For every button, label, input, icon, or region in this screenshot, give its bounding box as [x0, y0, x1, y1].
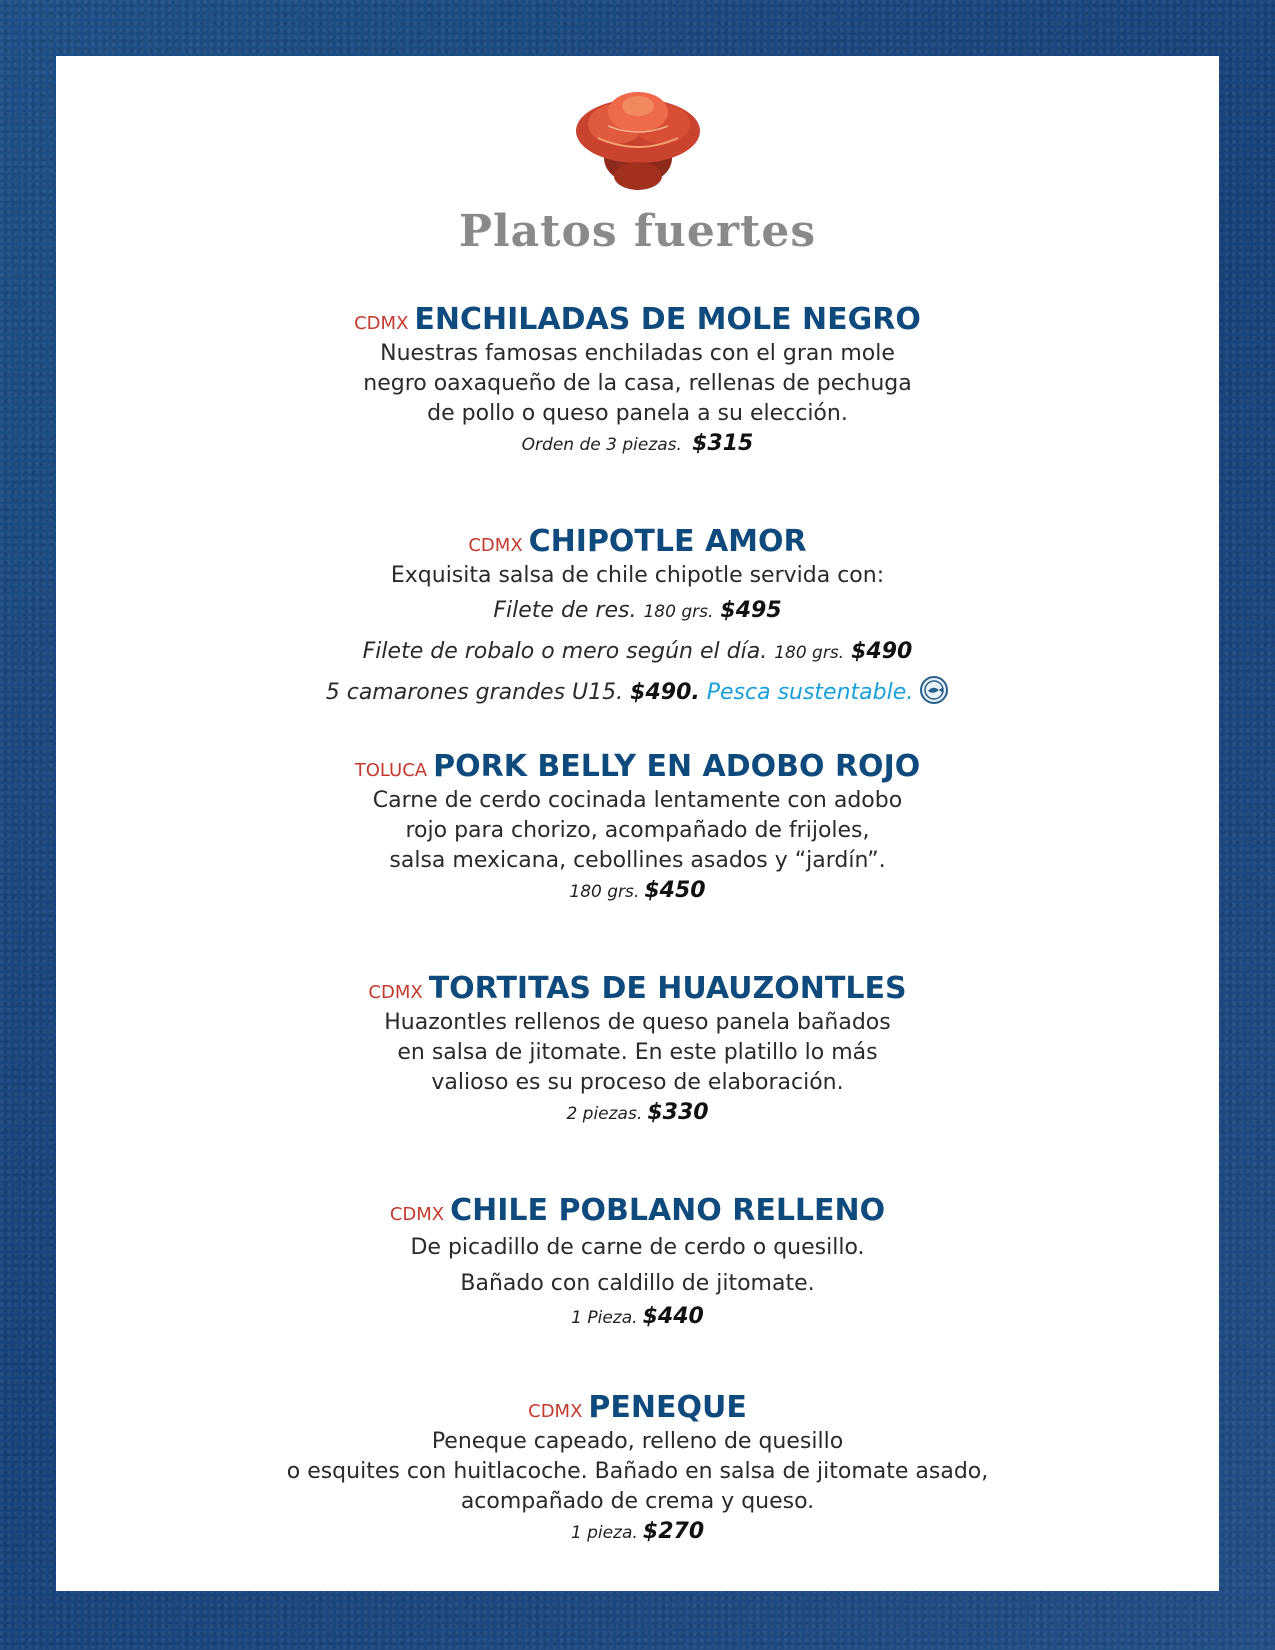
dish-description-line: o esquites con huitlacoche. Bañado en salsa de jitomate asado, — [286, 1459, 989, 1484]
dish-heading — [56, 748, 1219, 786]
dish-name: CHIPOTLE AMOR — [528, 524, 807, 559]
variant-label: Filete de robalo o mero según el día. — [362, 639, 768, 664]
dish-description-line: De picadillo de carne de cerdo o quesillo. — [410, 1235, 865, 1260]
variant-price: $490. — [630, 680, 700, 705]
dish-price-line — [56, 1517, 1219, 1548]
dish-variant — [56, 673, 1219, 712]
dish-price-line — [56, 429, 1219, 460]
dish-name: PORK BELLY EN ADOBO ROJO — [433, 749, 921, 784]
dish-description-line: acompañado de crema y queso. — [460, 1489, 815, 1514]
flower-logo-icon — [568, 76, 708, 196]
dish-heading — [56, 301, 1219, 339]
dish-origin: TOLUCA — [354, 760, 428, 781]
dish-origin: CDMX — [354, 313, 409, 334]
dish-name: TORTITAS DE HUAUZONTLES — [428, 971, 907, 1006]
dish-description-line: de pollo o queso panela a su elección. — [427, 401, 848, 426]
dish-portion: 2 piezas. — [566, 1104, 643, 1124]
page-title: Platos fuertes — [458, 206, 817, 257]
dish-price: $270 — [642, 1519, 705, 1544]
dish-price-line — [56, 1302, 1219, 1333]
dish-description-line: Exquisita salsa de chile chipotle servida con: — [390, 563, 885, 588]
dish-description-line: Carne de cerdo cocinada lentamente con adobo — [372, 788, 903, 813]
dish-origin: CDMX — [468, 535, 523, 556]
variant-price: $490 — [851, 639, 913, 664]
dish-portion: 1 pieza. — [570, 1523, 638, 1543]
dish-variant — [56, 632, 1219, 673]
dish-description-line: Bañado con caldillo de jitomate. — [460, 1271, 815, 1296]
dish-chile-poblano — [56, 1192, 1219, 1333]
variant-label: 5 camarones grandes U15. — [325, 680, 624, 705]
dish-portion: Orden de 3 piezas. — [521, 435, 682, 455]
dish-chipotle-amor — [56, 523, 1219, 712]
dish-heading — [56, 1389, 1219, 1427]
dish-description-line: en salsa de jitomate. En este platillo lo más — [397, 1040, 878, 1065]
dish-variant — [56, 591, 1219, 632]
dish-price: $315 — [692, 431, 754, 456]
dish-price: $440 — [642, 1304, 704, 1329]
dish-heading — [56, 523, 1219, 561]
dish-tortitas — [56, 970, 1219, 1129]
variant-weight: 180 grs. — [774, 643, 845, 663]
dish-price-line — [56, 1098, 1219, 1129]
dish-peneque — [56, 1389, 1219, 1548]
dish-description-line: Nuestras famosas enchiladas con el gran mole — [380, 341, 895, 366]
dish-description-line: negro oaxaqueño de la casa, rellenas de pechuga — [363, 371, 912, 396]
dish-price: $330 — [647, 1100, 709, 1125]
dish-origin: CDMX — [389, 1204, 445, 1225]
dish-portion: 180 grs. — [569, 882, 640, 902]
dish-description-line: rojo para chorizo, acompañado de frijoles, — [405, 818, 870, 843]
dish-price-line — [56, 876, 1219, 907]
dish-description-line: valioso es su proceso de elaboración. — [431, 1070, 844, 1095]
variant-weight: 180 grs. — [643, 602, 714, 622]
dish-name: PENEQUE — [588, 1390, 747, 1425]
dish-price: $450 — [644, 878, 706, 903]
dish-heading — [56, 1192, 1219, 1230]
dish-origin: CDMX — [368, 982, 423, 1003]
variant-price: $495 — [720, 598, 782, 623]
dish-name: CHILE POBLANO RELLENO — [450, 1193, 886, 1228]
dish-origin: CDMX — [528, 1401, 583, 1422]
dish-name: ENCHILADAS DE MOLE NEGRO — [414, 302, 921, 337]
variant-label: Filete de res. — [493, 598, 637, 623]
sustainable-note: Pesca sustentable. — [706, 680, 914, 705]
sustainable-fishing-icon — [919, 675, 949, 705]
dish-enchiladas — [56, 301, 1219, 460]
dish-portion: 1 Pieza. — [571, 1308, 638, 1328]
dish-description-line: Peneque capeado, relleno de quesillo — [431, 1429, 844, 1454]
menu-page — [56, 56, 1219, 1591]
dish-description-line: salsa mexicana, cebollines asados y “jardín”. — [389, 848, 886, 873]
dish-heading — [56, 970, 1219, 1008]
dish-pork-belly — [56, 748, 1219, 907]
dish-description-line: Huazontles rellenos de queso panela bañados — [384, 1010, 891, 1035]
